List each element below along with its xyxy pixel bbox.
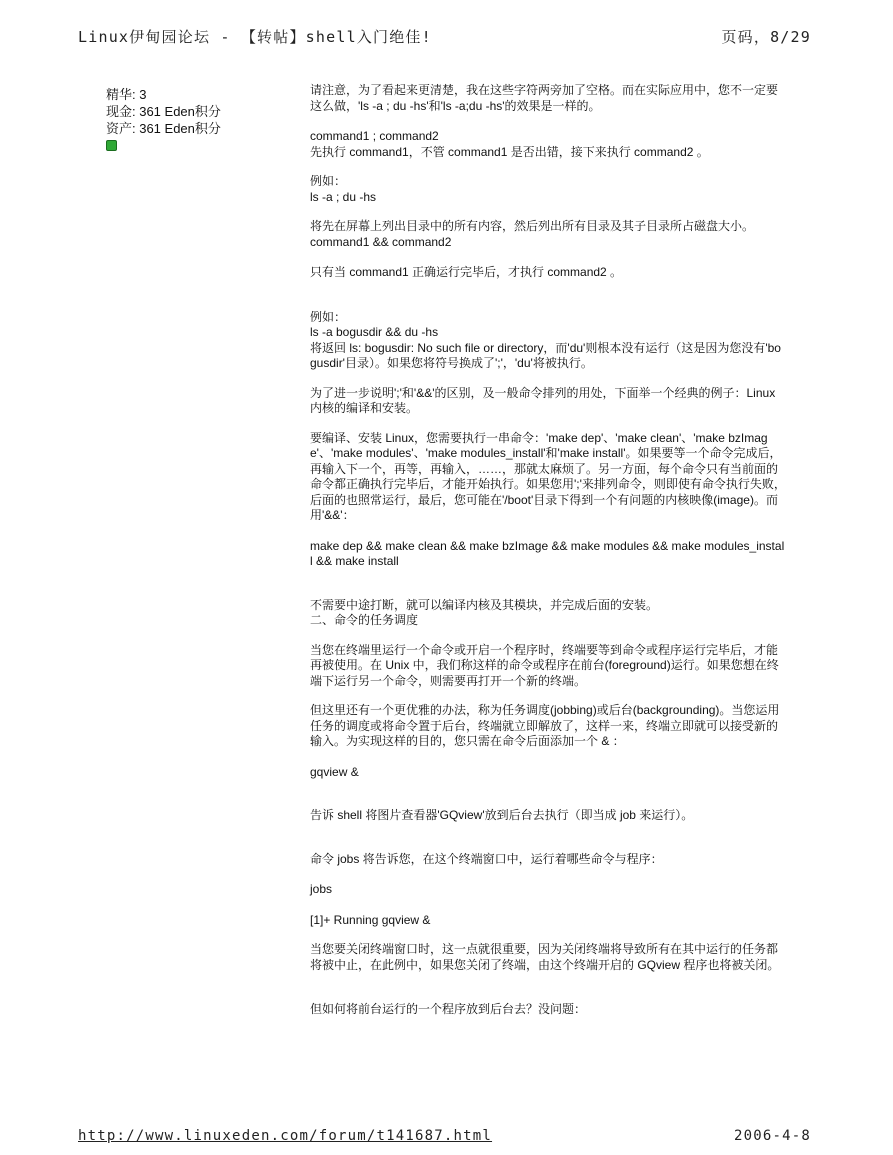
page-header-title: Linux伊甸园论坛 - 【转帖】shell入门绝佳! [78, 28, 432, 46]
post-paragraph: 将先在屏幕上列出目录中的所有内容，然后列出所有目录及其子目录所占磁盘大小。 [310, 219, 755, 233]
post-paragraph: 命令 jobs 将告诉您，在这个终端窗口中，运行着哪些命令与程序： [310, 851, 663, 866]
post-paragraph: 二、命令的任务调度 [310, 613, 419, 627]
post-paragraph: [1]+ Running gqview & [310, 912, 431, 927]
page-number: 页码，8/29 [721, 28, 811, 46]
user-assets: 资产: 361 Eden积分 [106, 121, 221, 136]
post-paragraph: 请注意，为了看起来更清楚，我在这些字符两旁加了空格。而在实际应用中，您不一定要这么做，'ls -a ; du -hs'和'ls -a;du -hs'的效果是一样的。 [310, 83, 779, 113]
post-paragraph: 但这里还有一个更优雅的办法，称为任务调度(jobbing)或后台(backgrounding)。当您运用任务的调度或将命令置于后台，终端就立即解放了，这样一来，终端立即就可以接受新的输入。为实现这样的目的，您只需在命令后面添加一个 & ： [310, 703, 780, 748]
post-paragraph: 要编译、安装 Linux，您需要执行一串命令：'make dep'、'make clean'、'make bzImage'、'make modules'、'make modules_install'和'make install'。如果要等一个命令完成后，再输入下一个，再等，再输入，……，那就太麻烦了。另一方面，每个命令只有当前面的命令都正确执行完毕后，才能开始执行。如果您用';'来排列命令，则即使有命令执行失败，后面的也照常运行，最后，您可能在'/boot'目录下得到一个有问题的内核映像(image)。而用'&&'： [310, 430, 786, 522]
user-info-panel [106, 86, 221, 151]
post-paragraph: 例如： [310, 174, 347, 188]
user-cash: 现金: 361 Eden积分 [106, 104, 221, 119]
post-paragraph: 只有当 command1 正确运行完毕后，才执行 command2 。 [310, 265, 623, 279]
post-paragraph: 将返回 ls: bogusdir: No such file or directory，而'du'则根本没有运行（这是因为您没有'bogusdir'目录）。如果您将符号换成了';'，'du'将被执行。 [310, 340, 781, 370]
post-paragraph: 例如： [310, 309, 347, 324]
footer-date: 2006-4-8 [733, 1128, 811, 1144]
post-paragraph: ls -a ; du -hs [310, 189, 377, 204]
post-paragraph: make dep && make clean && make bzImage && make modules && make modules_install && make install [310, 538, 785, 568]
post-paragraph: gqview & [310, 764, 359, 779]
post-paragraph: 但如何将前台运行的一个程序放到后台去？没问题： [310, 1002, 587, 1016]
post-paragraph: jobs [310, 882, 333, 896]
user-essence: 精华: 3 [106, 87, 147, 102]
post-paragraph: 告诉 shell 将图片查看器'GQview'放到后台去执行（即当成 job 来运行）。 [310, 808, 694, 822]
post-paragraph: command1 ; command2 [310, 129, 439, 143]
footer-url-link[interactable]: http://www.linuxeden.com/forum/t141687.html [78, 1128, 493, 1144]
post-paragraph: 不需要中途打断，就可以编译内核及其模块，并完成后面的安装。 [310, 597, 659, 612]
post-paragraph: 当您要关闭终端窗口时，这一点就很重要，因为关闭终端将导致所有在其中运行的任务都将被中止，在此例中，如果您关闭了终端，由这个终端开启的 GQview 程序也将被关闭。 [310, 942, 780, 972]
post-paragraph: 当您在终端里运行一个命令或开启一个程序时，终端要等到命令或程序运行完毕后，才能再被使用。在 Unix 中，我们称这样的命令或程序在前台(foreground)运行。如果您想在终端下运行另一个命令，则需要再打开一个新的终端。 [310, 642, 779, 688]
post-paragraph: 为了进一步说明';'和'&&'的区别，及一般命令排列的用处，下面举一个经典的例子：Linux 内核的编译和安装。 [310, 385, 776, 415]
post-paragraph: command1 && command2 [310, 234, 452, 249]
post-paragraph: 先执行 command1，不管 command1 是否出错，接下来执行 command2 。 [310, 144, 709, 159]
post-paragraph: ls -a bogusdir && du -hs [310, 325, 439, 339]
post-body [310, 83, 786, 1018]
online-status-icon [106, 140, 117, 151]
